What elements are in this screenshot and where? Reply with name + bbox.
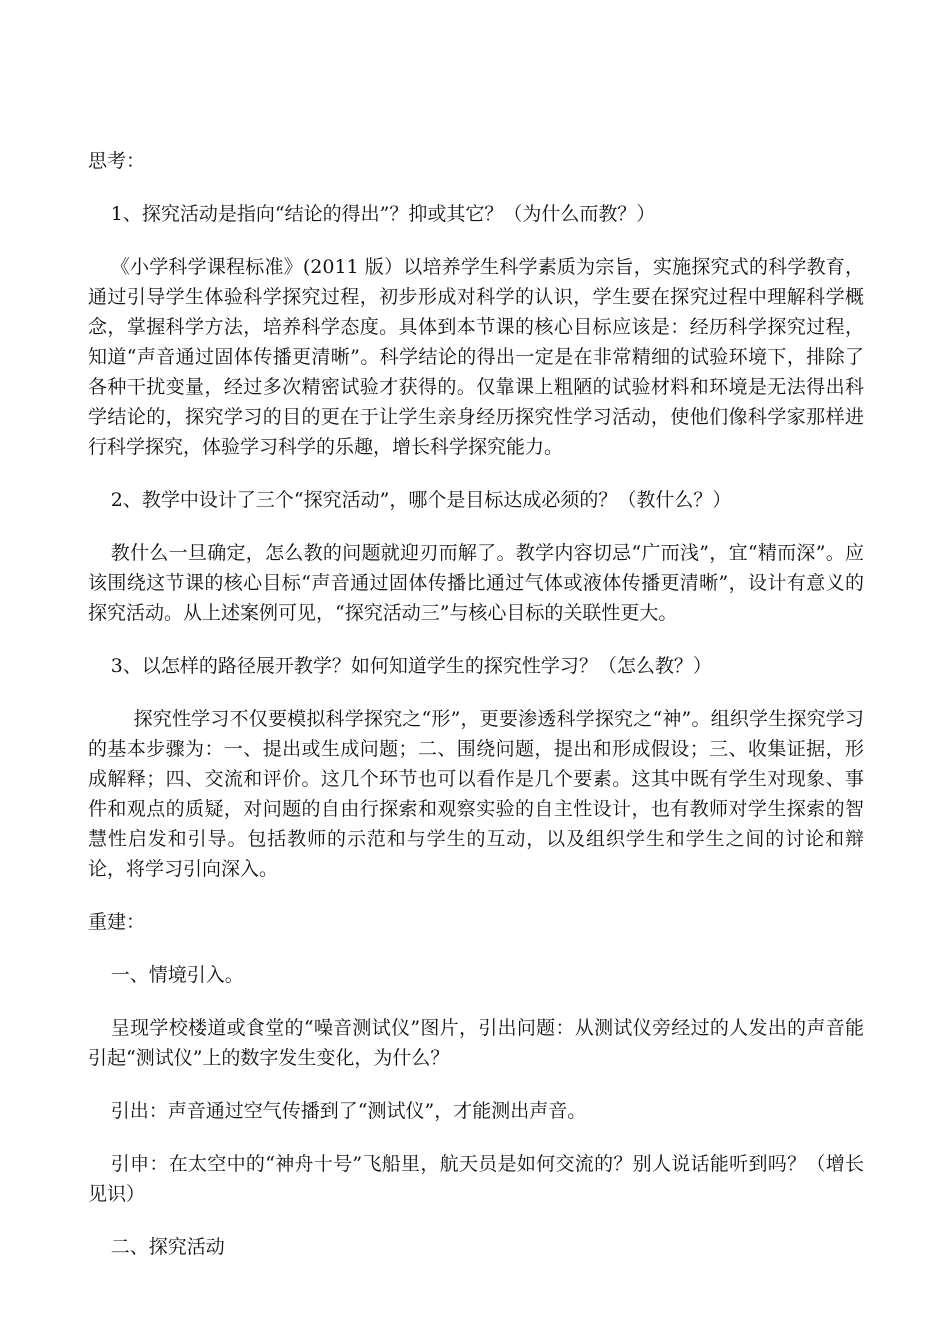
paragraph-answer-1: 《小学科学课程标准》(2011 版）以培养学生科学素质为宗旨，实施探究式的科学教育，通过引导学生体验科学探究过程，初步形成对科学的认识，学生要在探究过程中理解科学概念，掌握科学方法，培养科学态度。具体到本节课的核心目标应该是：经历科学探究过程，知道“声音通过固体传播更清晰”。科学结论的得出一定是在非常精细的试验环境下，排除了各种干扰变量，经过多次精密试验才获得的。仅靠课上粗陋的试验材料和环境是无法得出科学结论的，探究学习的目的更在于让学生亲身经历探究性学习活动，使他们像科学家那样进行科学探究，体验学习科学的乐趣，增长科学探究能力。 (88, 256, 864, 458)
section-2-heading: 二、探究活动 (110, 1236, 225, 1258)
paragraph-answer-3: 探究性学习不仅要模拟科学探究之“形”，更要渗透科学探究之“神”。组织学生探究学习的基本步骤为：一、提出或生成问题；二、围绕问题，提出和形成假设；三、收集证据，形成解释；四、交流和评价。这几个环节也可以看作是几个要素。这其中既有学生对现象、事件和观点的质疑，对问题的自由行探索和观察实验的自主性设计，也有教师对学生探索的智慧性启发和引导。包括教师的示范和与学生的互动，以及组织学生和学生之间的讨论和辩论，将学习引向深入。 (88, 708, 864, 880)
question-1: 1、探究活动是指向“结论的得出”？抑或其它？（为什么而教？） (110, 203, 656, 225)
heading-rebuild: 重建： (88, 911, 146, 933)
section-1-heading: 一、情境引入。 (110, 964, 244, 986)
document-body (88, 146, 864, 1285)
paragraph-lead-out: 引出：声音通过空气传播到了“测试仪”，才能测出声音。 (110, 1100, 587, 1122)
paragraph-extension: 引申：在太空中的“神舟十号”飞船里，航天员是如何交流的？别人说话能听到吗？（增长见识） (88, 1153, 864, 1205)
question-2: 2、教学中设计了三个“探究活动”，哪个是目标达成必须的？（教什么？） (110, 489, 732, 511)
paragraph-answer-2: 教什么一旦确定，怎么教的问题就迎刃而解了。教学内容切忌“广而浅”，宜“精而深”。应该围绕这节课的核心目标“声音通过固体传播比通过气体或液体传播更清晰”，设计有意义的探究活动。从上述案例可见，“探究活动三”与核心目标的关联性更大。 (88, 542, 864, 624)
question-3: 3、以怎样的路径展开教学？如何知道学生的探究性学习？（怎么教？） (110, 655, 712, 677)
heading-thinking: 思考： (88, 150, 146, 172)
paragraph-situation: 呈现学校楼道或食堂的“噪音测试仪”图片，引出问题：从测试仪旁经过的人发出的声音能引起“测试仪”上的数字发生变化，为什么？ (88, 1017, 864, 1069)
